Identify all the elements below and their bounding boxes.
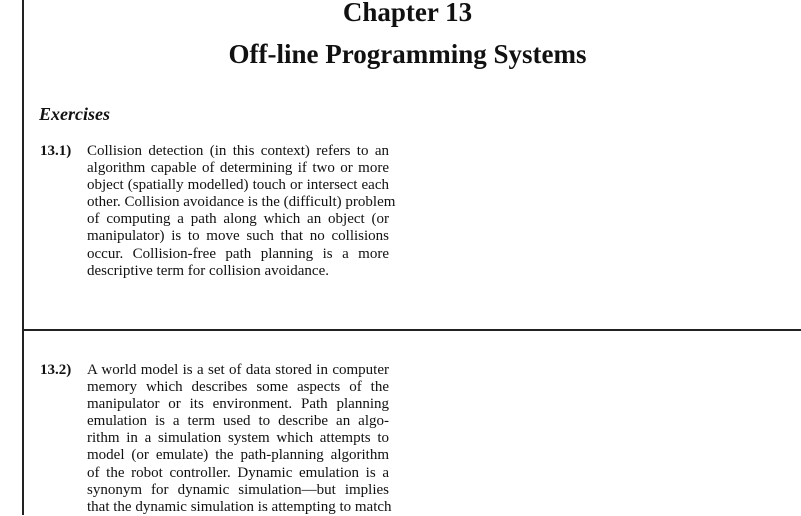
text-line: descriptive term for collision avoidance. [87,262,329,279]
text-line: manipulator) is to move such that no collisions [87,228,389,245]
text-line: rithm in a simulation system which attempts to [87,430,389,447]
text-line: other. Collision avoidance is the (difficult) problem [87,194,396,211]
exercise-text [87,362,392,516]
text-line: that the dynamic simulation is attempting to match [87,498,392,515]
text-line: model (or emulate) the path-planning algorithm [87,447,389,464]
text-line: Collision detection (in this context) refers to an [87,143,389,159]
text-line: manipulator or its environment. Path planning [87,396,389,413]
text-line: of the robot controller. Dynamic emulation is a [87,464,389,481]
exercise-text [87,143,396,280]
section-heading: Exercises [39,104,110,124]
text-line: A world model is a set of data stored in computer [87,362,389,378]
text-line: emulation is a term used to describe an algo- [87,413,389,430]
text-line: memory which describes some aspects of the [87,379,389,396]
exercise-number: 13.2) [40,362,72,378]
text-line: algorithm capable of determining if two or more [87,160,389,177]
exercise-number: 13.1) [40,143,72,159]
text-line: synonym for dynamic simulation—but implies [87,481,389,498]
text-line: object (spatially modelled) touch or intersect each [87,177,389,194]
chapter-title: Off-line Programming Systems [228,39,587,69]
chapter-number: Chapter 13 [342,0,473,27]
text-line: occur. Collision-free path planning is a more [87,245,389,262]
text-line: of computing a path along which an object (or [87,211,389,228]
